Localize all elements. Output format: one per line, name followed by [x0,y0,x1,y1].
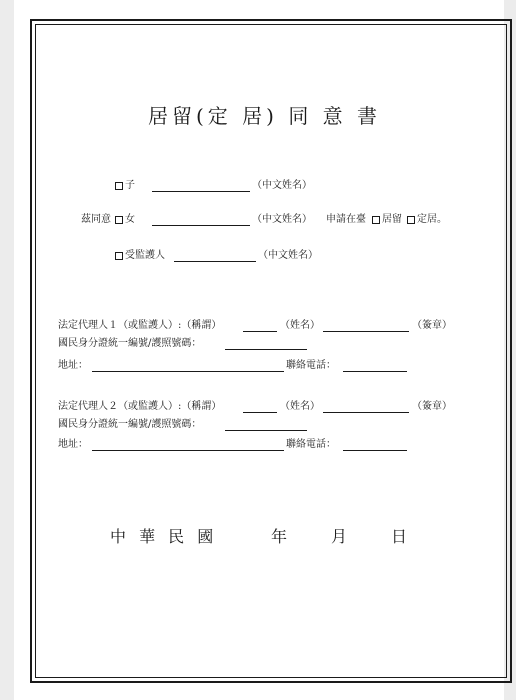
guardian1-id-line[interactable] [225,349,307,350]
guardian1-phone-label: 聯絡電話： [286,360,336,371]
ward-name-line[interactable] [174,261,256,262]
checkbox-residence[interactable] [372,216,380,224]
guardian2-name-hint: （姓名） [280,401,320,412]
guardian1-seal-hint: （簽章） [412,320,452,331]
son-name-line[interactable] [152,191,250,192]
guardian2-name-line[interactable] [323,412,409,413]
date-day: 日 [391,527,408,546]
guardian2-address-label: 地址： [58,439,88,450]
form-title: 居留(定 居) 同 意 書 [148,104,382,128]
date-era: 中 華 民 國 [110,527,218,546]
guardian1-name-hint: （姓名） [280,320,320,331]
daughter-label: 女 [125,214,135,225]
guardian1-label: 法定代理人１（或監護人）:（稱謂） [58,320,222,331]
ward-name-hint: （中文姓名） [258,250,318,261]
date-year: 年 [271,527,288,546]
ward-label: 受監護人 [125,250,165,261]
guardian2-address-line[interactable] [92,450,284,451]
daughter-name-hint: （中文姓名） [252,214,312,225]
guardian2-seal-hint: （簽章） [412,401,452,412]
guardian2-phone-label: 聯絡電話： [286,439,336,450]
checkbox-ward[interactable] [115,252,123,260]
guardian2-title-line[interactable] [243,412,277,413]
guardian1-address-label: 地址： [58,360,88,371]
date-month: 月 [331,527,348,546]
daughter-name-line[interactable] [152,225,250,226]
checkbox-daughter[interactable] [115,216,123,224]
residence-label: 居留 [382,214,402,225]
guardian1-title-line[interactable] [243,331,277,332]
guardian1-phone-line[interactable] [343,371,407,372]
son-name-hint: （中文姓名） [252,180,312,191]
settle-label: 定居。 [417,214,447,225]
son-label: 子 [125,180,135,191]
checkbox-son[interactable] [115,182,123,190]
guardian1-name-line[interactable] [323,331,409,332]
checkbox-settle[interactable] [407,216,415,224]
guardian1-id-label: 國民身分證統一編號/護照號碼： [58,338,202,349]
consent-prefix: 茲同意 [81,214,111,225]
apply-text: 申請在臺 [326,214,366,225]
guardian2-label: 法定代理人２（或監護人）:（稱謂） [58,401,222,412]
guardian2-phone-line[interactable] [343,450,407,451]
guardian2-id-line[interactable] [225,430,307,431]
guardian2-id-label: 國民身分證統一編號/護照號碼： [58,419,202,430]
guardian1-address-line[interactable] [92,371,284,372]
